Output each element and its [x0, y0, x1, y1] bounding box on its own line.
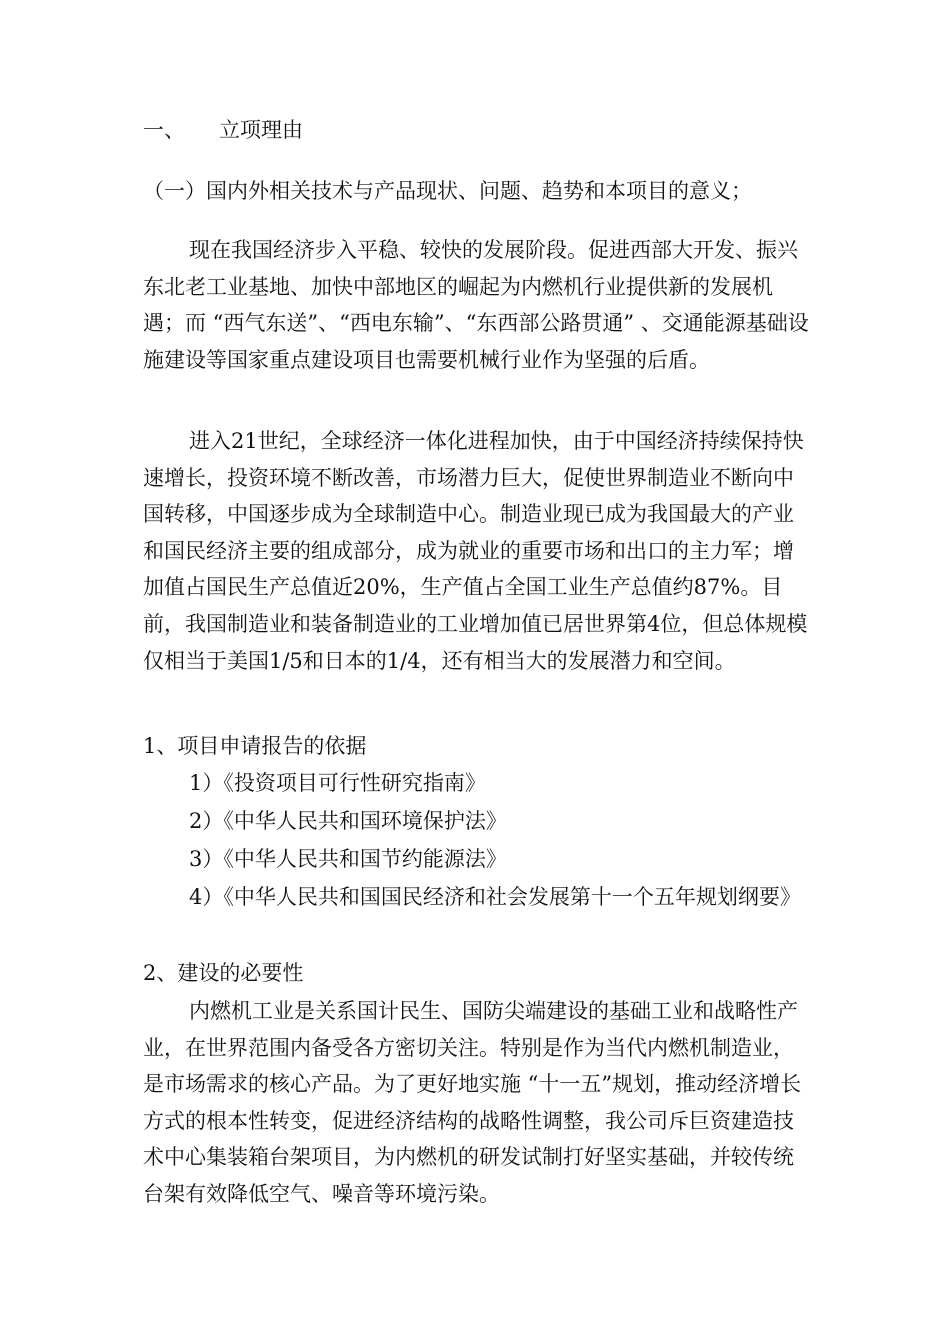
paragraph-manufacturing: 进入21世纪，全球经济一体化进程加快，由于中国经济持续保持快速增长，投资环境不断改善，市场潜力巨大，促使世界制造业不断向中国转移，中国逐步成为全球制造中心。制造业现已成为我国最大的产业和国民经济主要的组成部分，成为就业的重要市场和出口的主力军；增加值占国民生产总值近20%，生产值占全国工业生产总值约87%。目前，我国制造业和装备制造业的工业增加值已居世界第4位，但总体规模仅相当于美国1/5和日本的1/4，还有相当大的发展潜力和空间。 [143, 429, 808, 673]
necessity-heading: 2、建设的必要性 [143, 961, 304, 985]
basis-list-item: 2）《中华人民共和国环境保护法》 [189, 809, 507, 833]
basis-list-item: 1）《投资项目可行性研究指南》 [189, 771, 486, 795]
section-number: 一、 [143, 118, 185, 142]
subsection-heading: （一）国内外相关技术与产品现状、问题、趋势和本项目的意义； [143, 179, 752, 203]
paragraph-economy-development: 现在我国经济步入平稳、较快的发展阶段。促进西部大开发、振兴东北老工业基地、加快中部地区的崛起为内燃机行业提供新的发展机遇；而 “西气东送”、“西电东输”、“东西部公路贯通” 、交通能源基础设施建设等国家重点建设项目也需要机械行业作为坚强的后盾。 [143, 238, 809, 372]
section-heading [143, 115, 303, 145]
paragraph-necessity: 内燃机工业是关系国计民生、国防尖端建设的基础工业和战略性产业，在世界范围内备受各方密切关注。特别是作为当代内燃机制造业，是市场需求的核心产品。为了更好地实施 “十一五”规划，推动经济增长方式的根本性转变，促进经济结构的战略性调整，我公司斥巨资建造技术中心集装箱台架项目，为内燃机的研发试制打好坚实基础，并较传统台架有效降低空气、噪音等环境污染。 [143, 999, 802, 1206]
basis-heading: 1、项目申请报告的依据 [143, 734, 367, 758]
basis-list-item: 3）《中华人民共和国节约能源法》 [189, 847, 507, 871]
basis-list-item: 4）《中华人民共和国国民经济和社会发展第十一个五年规划纲要》 [189, 885, 801, 909]
section-title: 立项理由 [219, 118, 303, 142]
